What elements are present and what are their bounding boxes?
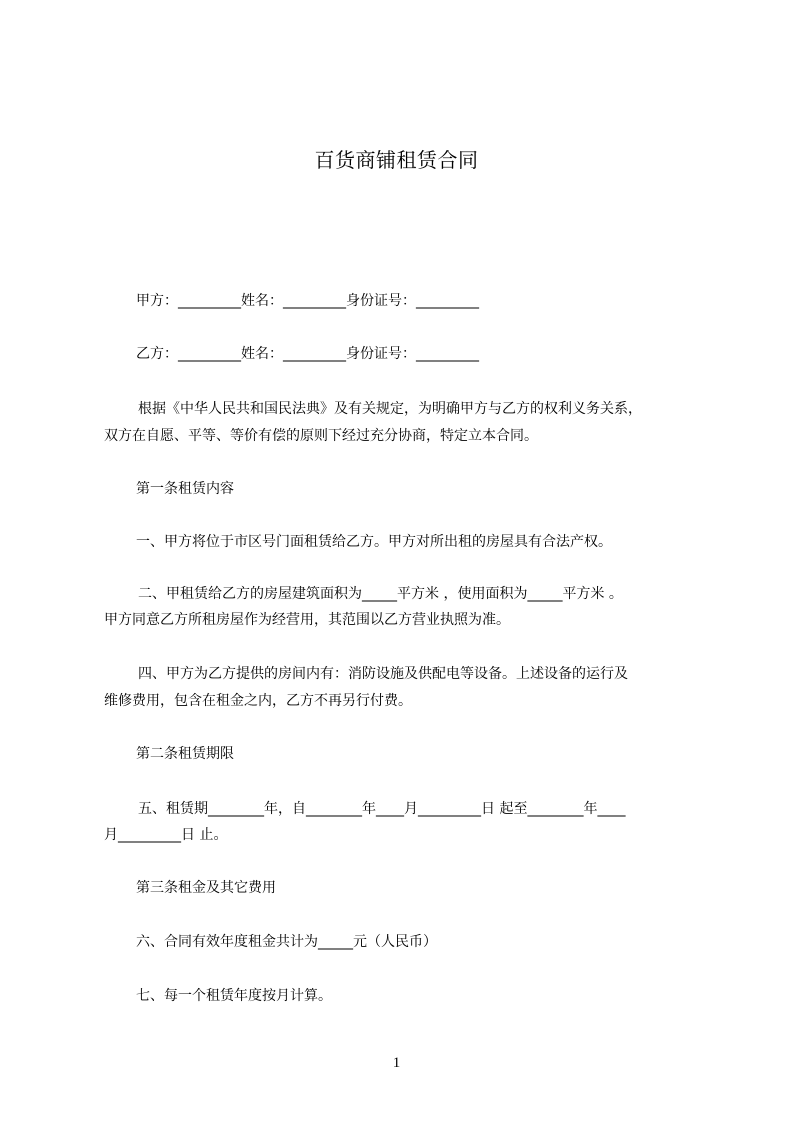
clause-5-line-1: 五、租赁期________年，自________年____月_________日 起至________年____ [138,801,626,817]
page-number: 1 [392,1055,401,1071]
clause-5-line-2: 月_________日 止。 [104,827,228,843]
clause-6: 六、合同有效年度租金共计为_____元（人民币） [136,934,437,950]
article-2-heading: 第二条租赁期限 [136,746,234,762]
preamble-line-1: 根据《中华人民共和国民法典》及有关规定，为明确甲方与乙方的权利义务关系， [138,401,642,417]
clause-2-line-2: 甲方同意乙方所租房屋作为经营用，其范围以乙方营业执照为准。 [104,612,510,628]
clause-7: 七、每一个租赁年度按月计算。 [136,988,332,1004]
preamble-line-2: 双方在自愿、平等、等价有偿的原则下经过充分协商，特定立本合同。 [104,428,538,444]
party-b-line: 乙方：_________姓名：_________身份证号：_________ [136,346,479,362]
clause-1: 一、甲方将位于市区号门面租赁给乙方。甲方对所出租的房屋具有合法产权。 [136,534,612,550]
clause-4-line-1: 四、甲方为乙方提供的房间内有：消防设施及供配电等设备。上述设备的运行及 [138,666,628,682]
clause-2-line-1: 二、甲租赁给乙方的房屋建筑面积为_____平方米 ，使用面积为_____平方米 。 [138,586,623,602]
article-1-heading: 第一条租赁内容 [136,481,234,497]
party-a-line: 甲方：_________姓名：_________身份证号：_________ [136,293,479,309]
article-3-heading: 第三条租金及其它费用 [136,880,276,896]
clause-4-line-2: 维修费用，包含在租金之内，乙方不再另行付费。 [104,693,412,709]
contract-title: 百货商铺租赁合同 [314,148,479,172]
